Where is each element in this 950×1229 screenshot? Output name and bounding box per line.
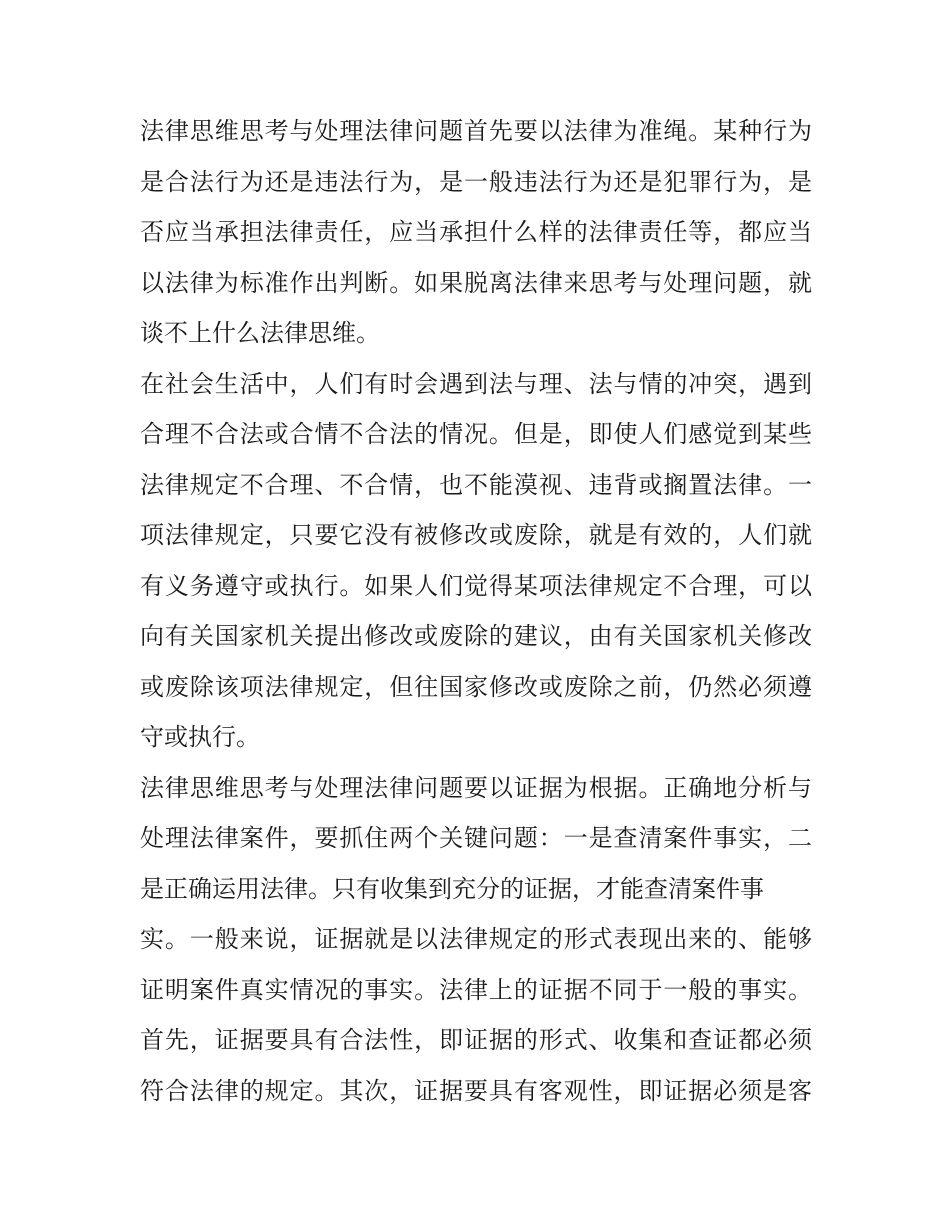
text-line: 项法律规定，只要它没有被修改或废除，就是有效的，人们就: [140, 521, 812, 549]
text-line: 以法律为标准作出判断。如果脱离法律来思考与处理问题，就: [140, 268, 812, 297]
text-line: 符合法律的规定。其次，证据要具有客观性，即证据必须是客: [140, 1076, 812, 1105]
text-line: 在社会生活中，人们有时会遇到法与理、法与情的冲突，遇到: [140, 369, 812, 398]
text-line: 法律思维思考与处理法律问题要以证据为根据。正确地分析与: [140, 773, 812, 802]
text-line: 证明案件真实情况的事实。法律上的证据不同于一般的事实。: [140, 975, 812, 1004]
text-line: 否应当承担法律责任，应当承担什么样的法律责任等，都应当: [140, 218, 812, 246]
text-line: 法律规定不合理、不合情，也不能漠视、违背或搁置法律。一: [140, 470, 812, 499]
text-line: 是合法行为还是违法行为，是一般违法行为还是犯罪行为，是: [140, 167, 812, 196]
text-line: 或废除该项法律规定，但往国家修改或废除之前，仍然必须遵: [140, 672, 812, 701]
text-line: 首先，证据要具有合法性，即证据的形式、收集和查证都必须: [140, 1026, 812, 1054]
text-line: 守或执行。: [140, 723, 260, 751]
text-line: 有义务遵守或执行。如果人们觉得某项法律规定不合理，可以: [140, 571, 812, 600]
text-line: 处理法律案件，要抓住两个关键问题：一是查清案件事实，二: [140, 824, 812, 852]
text-line: 实。一般来说，证据就是以法律规定的形式表现出来的、能够: [140, 925, 812, 953]
text-line: 合理不合法或合情不合法的情况。但是，即使人们感觉到某些: [140, 420, 812, 448]
text-line: 是正确运用法律。只有收集到充分的证据，才能查清案件事: [140, 874, 764, 903]
text-line: 谈不上什么法律思维。: [140, 319, 380, 347]
text-line: 向有关国家机关提出修改或废除的建议，由有关国家机关修改: [140, 622, 812, 650]
document-body: [140, 108, 812, 1118]
text-line: 法律思维思考与处理法律问题首先要以法律为准绳。某种行为: [140, 117, 812, 145]
